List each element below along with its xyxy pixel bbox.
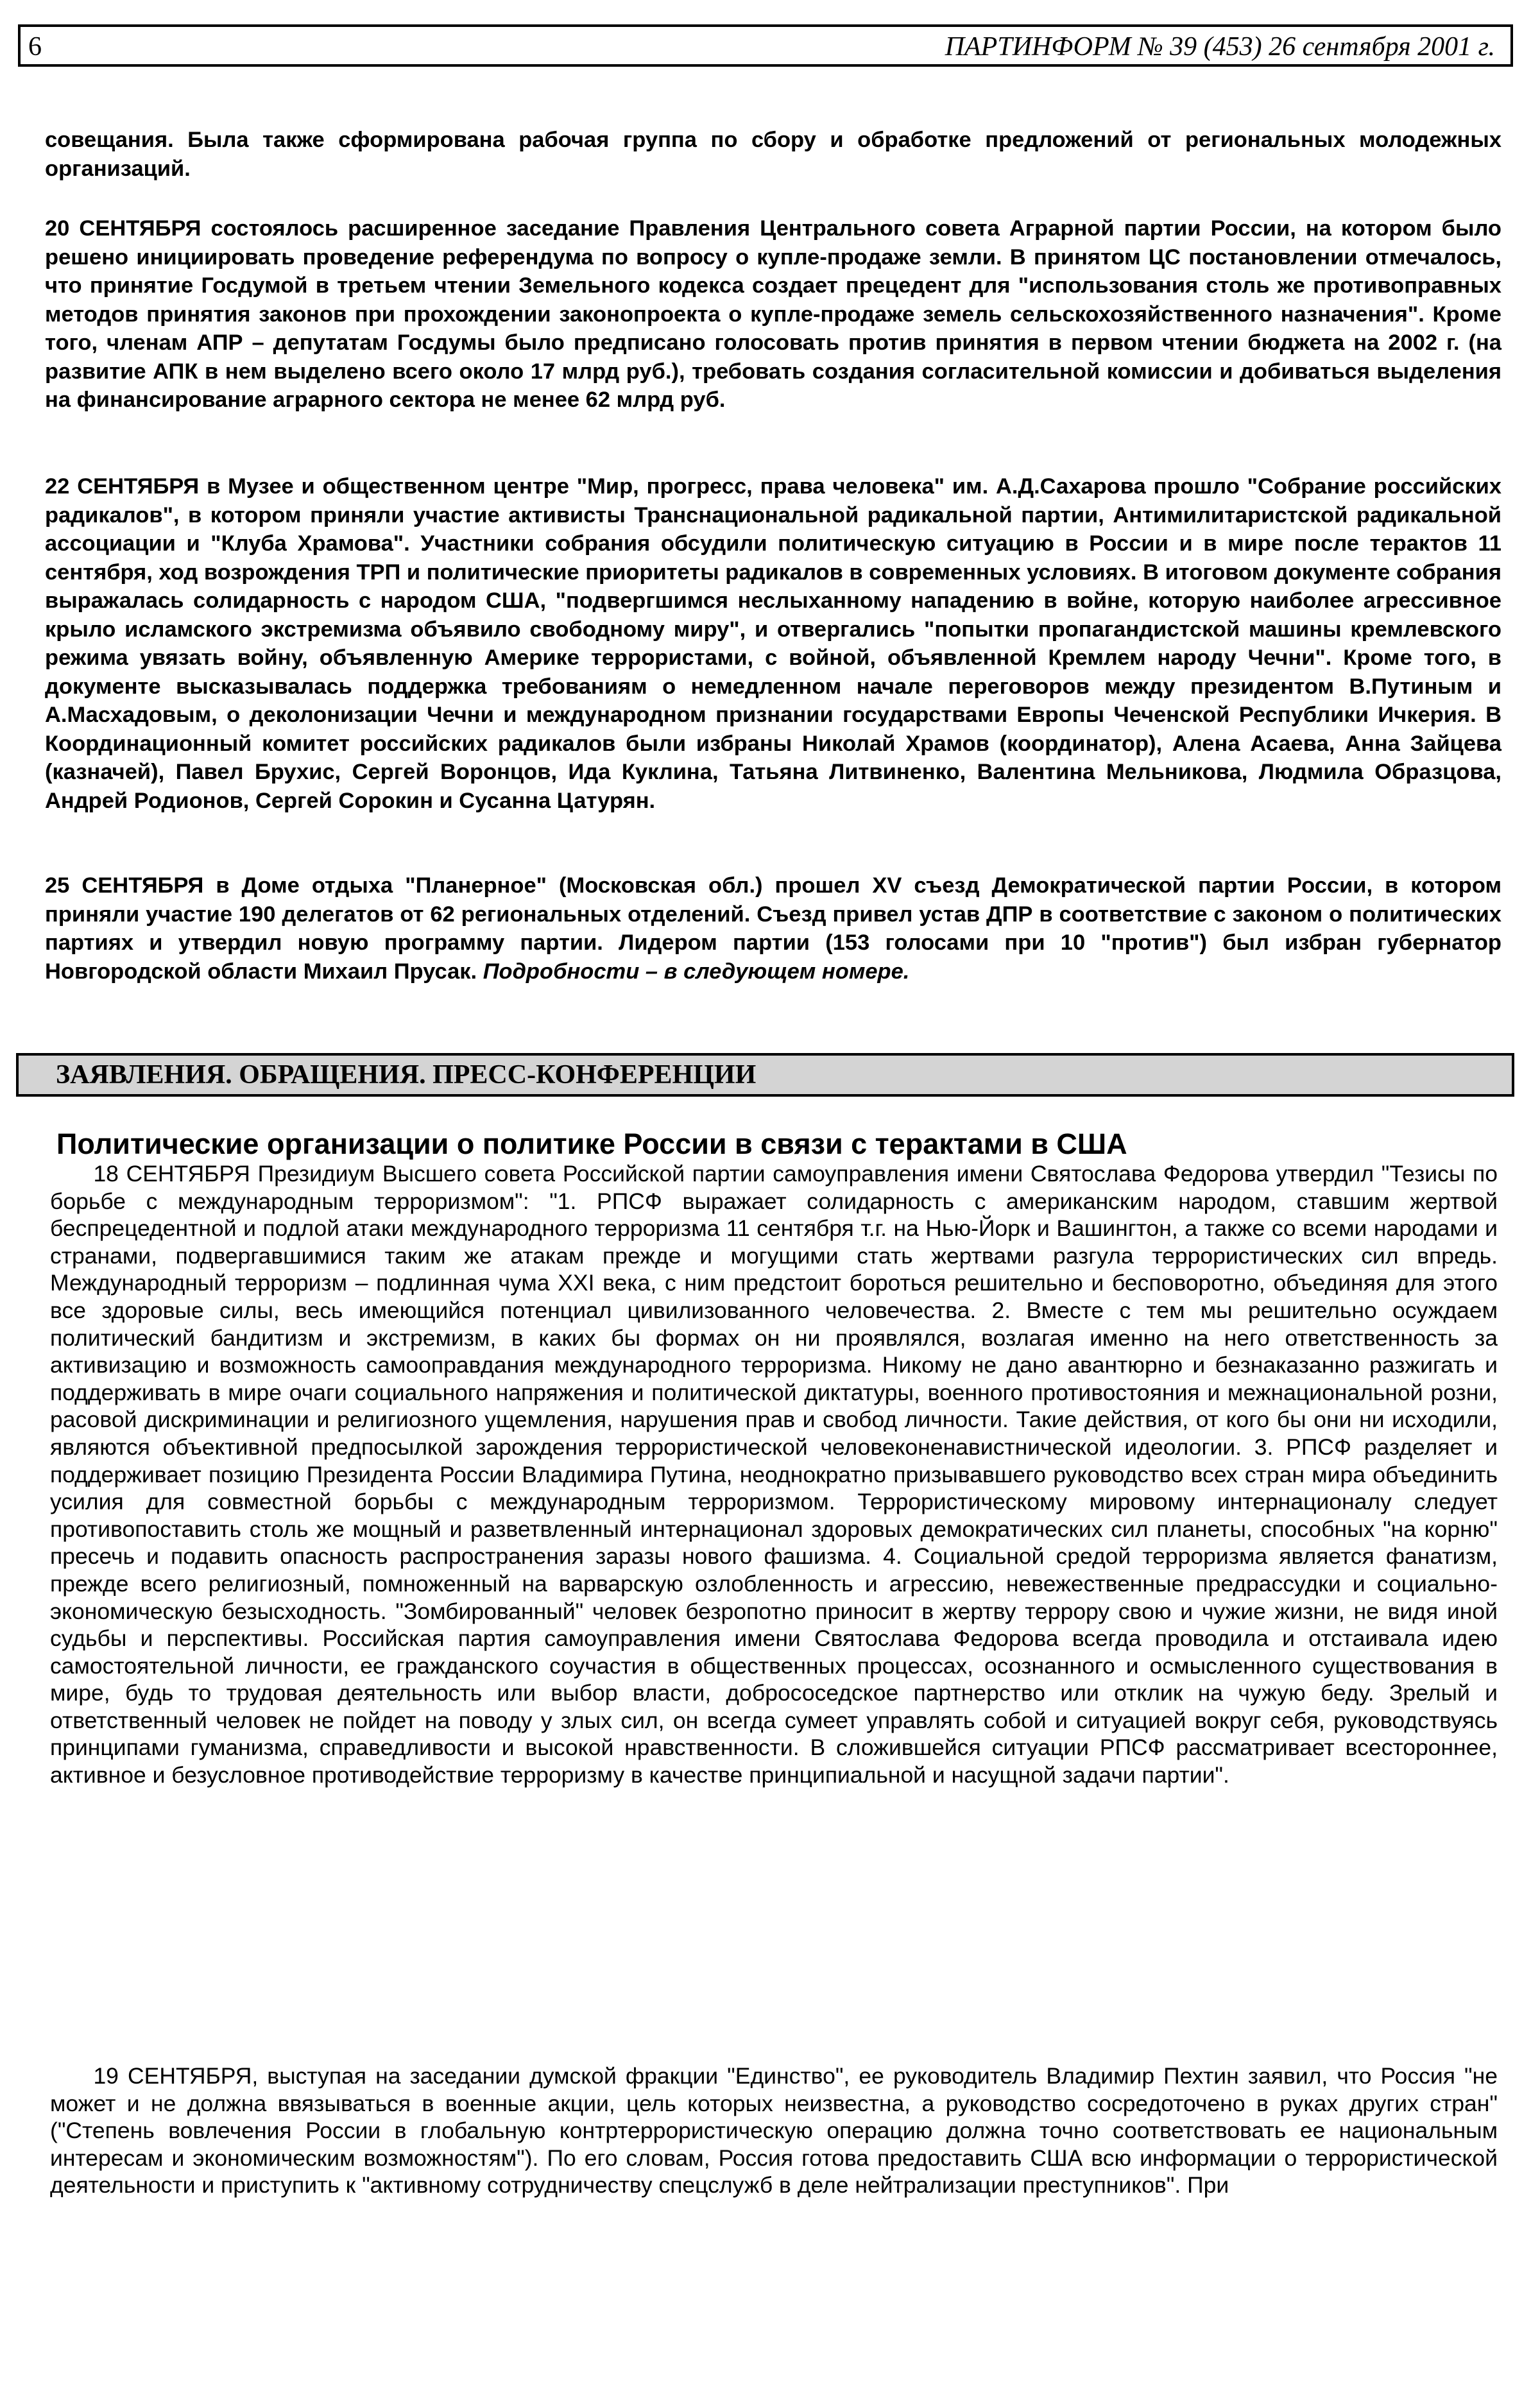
page-header [18,24,1513,67]
chronicle-paragraph-sep22: 22 СЕНТЯБРЯ в Музее и общественном центре "Мир, прогресс, права человека" им. А.Д.Сахарова прошло "Собрание российских радикалов", в котором приняли участие активисты Транснациональной радикальной партии, Антимилитаристской радикальной ассоциации и "Клуба Храмова". Участники собрания обсудили политическую ситуацию в России и в мире после терактов 11 сентября, ход возрождения ТРП и политические приоритеты радикалов в современных условиях. В итоговом документе собрания выражалась солидарность с народом США, "подвергшимся неслыханному нападению в войне, которую наиболее агрессивное крыло исламского экстремизма объявило свободному миру", и отвергались "попытки пропагандистской машины кремлевского режима увязать войну, объявленную Америке террористами, с войной, объявленной Кремлем народу Чечни". Кроме того, в документе высказывалась поддержка требованиям о немедленном начале переговоров между президентом В.Путиным и А.Масхадовым, о деколонизации Чечни и международном признании государствами Европы Чеченской Республики Ичкерия. В Координационный комитет российских радикалов были избраны Николай Храмов (координатор), Алена Асаева, Анна Зайцева (казначей), Павел Брухис, Сергей Воронцов, Ида Куклина, Татьяна Литвиненко, Валентина Мельникова, Людмила Образцова, Андрей Родионов, Сергей Сорокин и Сусанна Цатурян. [45,474,1502,813]
chronicle-paragraph-continuation: совещания. Была также сформирована рабочая группа по сбору и обработке предложений от региональных молодежных организаций. [45,128,1502,181]
article-paragraph-sep19: 19 СЕНТЯБРЯ, выступая на заседании думской фракции "Единство", ее руководитель Владимир Пехтин заявил, что Россия "не может и не должна ввязываться в военные акции, цель которых неизвестна, а руководство сосредоточено в руках других стран" ("Степень вовлечения России в глобальную контртеррористическую операцию должна точно соответствовать ее национальным интересам и экономическим возможностям"). По его словам, Россия готова предоставить США всю информации о террористической деятельности и приступить к "активному сотрудничеству спецслужб в деле нейтрализации преступников". При [50,2063,1498,2198]
article-paragraph-sep18: 18 СЕНТЯБРЯ Президиум Высшего совета Российской партии самоуправления имени Святослава Федорова утвердил "Тезисы по борьбе с международным терроризмом": "1. РПСФ выражает солидарность с американским народом, ставшим жертвой беспрецедентной и подлой атаки международного терроризма 11 сентября т.г. на Нью-Йорк и Вашингтон, а также со всеми народами и странами, подвергавшимися таким же атакам прежде и могущими стать жертвами разгула террористических сил впредь. Международный терроризм – подлинная чума XXI века, с ним предстоит бороться решительно и бесповоротно, объединяя для этого все здоровые силы, весь имеющийся потенциал цивилизованного человечества. 2. Вместе с тем мы решительно осуждаем политический бандитизм и экстремизм, в каких бы формах он ни проявлялся, возлагая именно на него ответственность за активизацию и возможность самооправдания международного терроризма. Никому не дано авантюрно и безнаказанно разжигать и поддерживать в мире очаги социального напряжения и политической диктатуры, военного противостояния и межнациональной розни, расовой дискриминации и религиозного ущемления, нарушения прав и свобод личности. Такие действия, от кого бы они ни исходили, являются объективной предпосылкой зарождения террористической человеконенавистнической идеологии. 3. РПСФ разделяет и поддерживает позицию Президента России Владимира Путина, неоднократно призывавшего руководство всех стран мира объединить усилия для совместной борьбы с международным терроризмом. Террористическому мировому интернационалу следует противопоставить столь же мощный и разветвленный интернационал здоровых демократических сил планеты, способных "на корню" пресечь и подавить опасность распространения заразы нового фашизма. 4. Социальной средой терроризма является фанатизм, прежде всего религиозный, помноженный на варварскую озлобленность и агрессию, невежественные предрассудки и социально-экономическую безысходность. "Зомбированный" человек безропотно приносит в жертву террору свою и чужие жизни, не видя иной судьбы и перспективы. Российская партия самоуправления имени Святослава Федорова всегда проводила и отстаивала идею самостоятельной личности, ее гражданского соучастия в общественных процессах, осознанного и осмысленного существования в мире, будь то трудовая деятельность или выбор власти, добрососедское партнерство или отклик на чужую беду. Зрелый и ответственный человек не пойдет на поводу у злых сил, он всегда сумеет управлять собой и ситуацией вокруг себя, руководствуясь принципами гуманизма, справедливости и высокой нравственности. В сложившейся ситуации РПСФ рассматривает всестороннее, активное и безусловное противодействие терроризму в качестве принципиальной и насущной задачи партии". [50,1161,1498,1788]
chronicle-paragraph-sep25 [45,871,1502,986]
chronicle-paragraph-sep20: 20 СЕНТЯБРЯ состоялось расширенное заседание Правления Центрального совета Аграрной партии России, на котором было решено инициировать проведение референдума по вопросу о купле-продаже земли. В принятом ЦС постановлении отмечалось, что принятие Госдумой в третьем чтении Земельного кодекса создает прецедент для "использования столь же противоправных методов принятия законов при прохождении законопроекта о купле-продаже земель сельскохозяйственного назначения". Кроме того, членам АПР – депутатам Госдумы было предписано голосовать против принятия в первом чтении бюджета на 2002 г. (на развитие АПК в нем выделено всего около 17 млрд руб.), требовать создания согласительной комиссии и добиваться выделения на финансирование аграрного сектора не менее 62 млрд руб. [45,216,1502,412]
chronicle-sep25-text: 25 СЕНТЯБРЯ в Доме отдыха "Планерное" (Московская обл.) прошел XV съезд Демократической партии России, в котором приняли участие 190 делегатов от 62 региональных отделений. Съезд привел устав ДПР в соответствие с законом о политических партиях и утвердил новую программу партии. Лидером партии (153 голосами при 10 "против") был избран губернатор Новгородской области Михаил Прусак. [45,873,1502,984]
section-heading: ЗАЯВЛЕНИЯ. ОБРАЩЕНИЯ. ПРЕСС-КОНФЕРЕНЦИИ [56,1060,757,1090]
chronicle-sep25-italic-note: Подробности – в следующем номере. [483,959,910,984]
section-heading-bar [16,1053,1514,1097]
masthead: ПАРТИНФОРМ № 39 (453) 26 сентября 2001 г. [945,32,1495,62]
page-number: 6 [28,32,42,62]
article-title: Политические организации о политике России в связи с терактами в США [56,1127,1127,1160]
